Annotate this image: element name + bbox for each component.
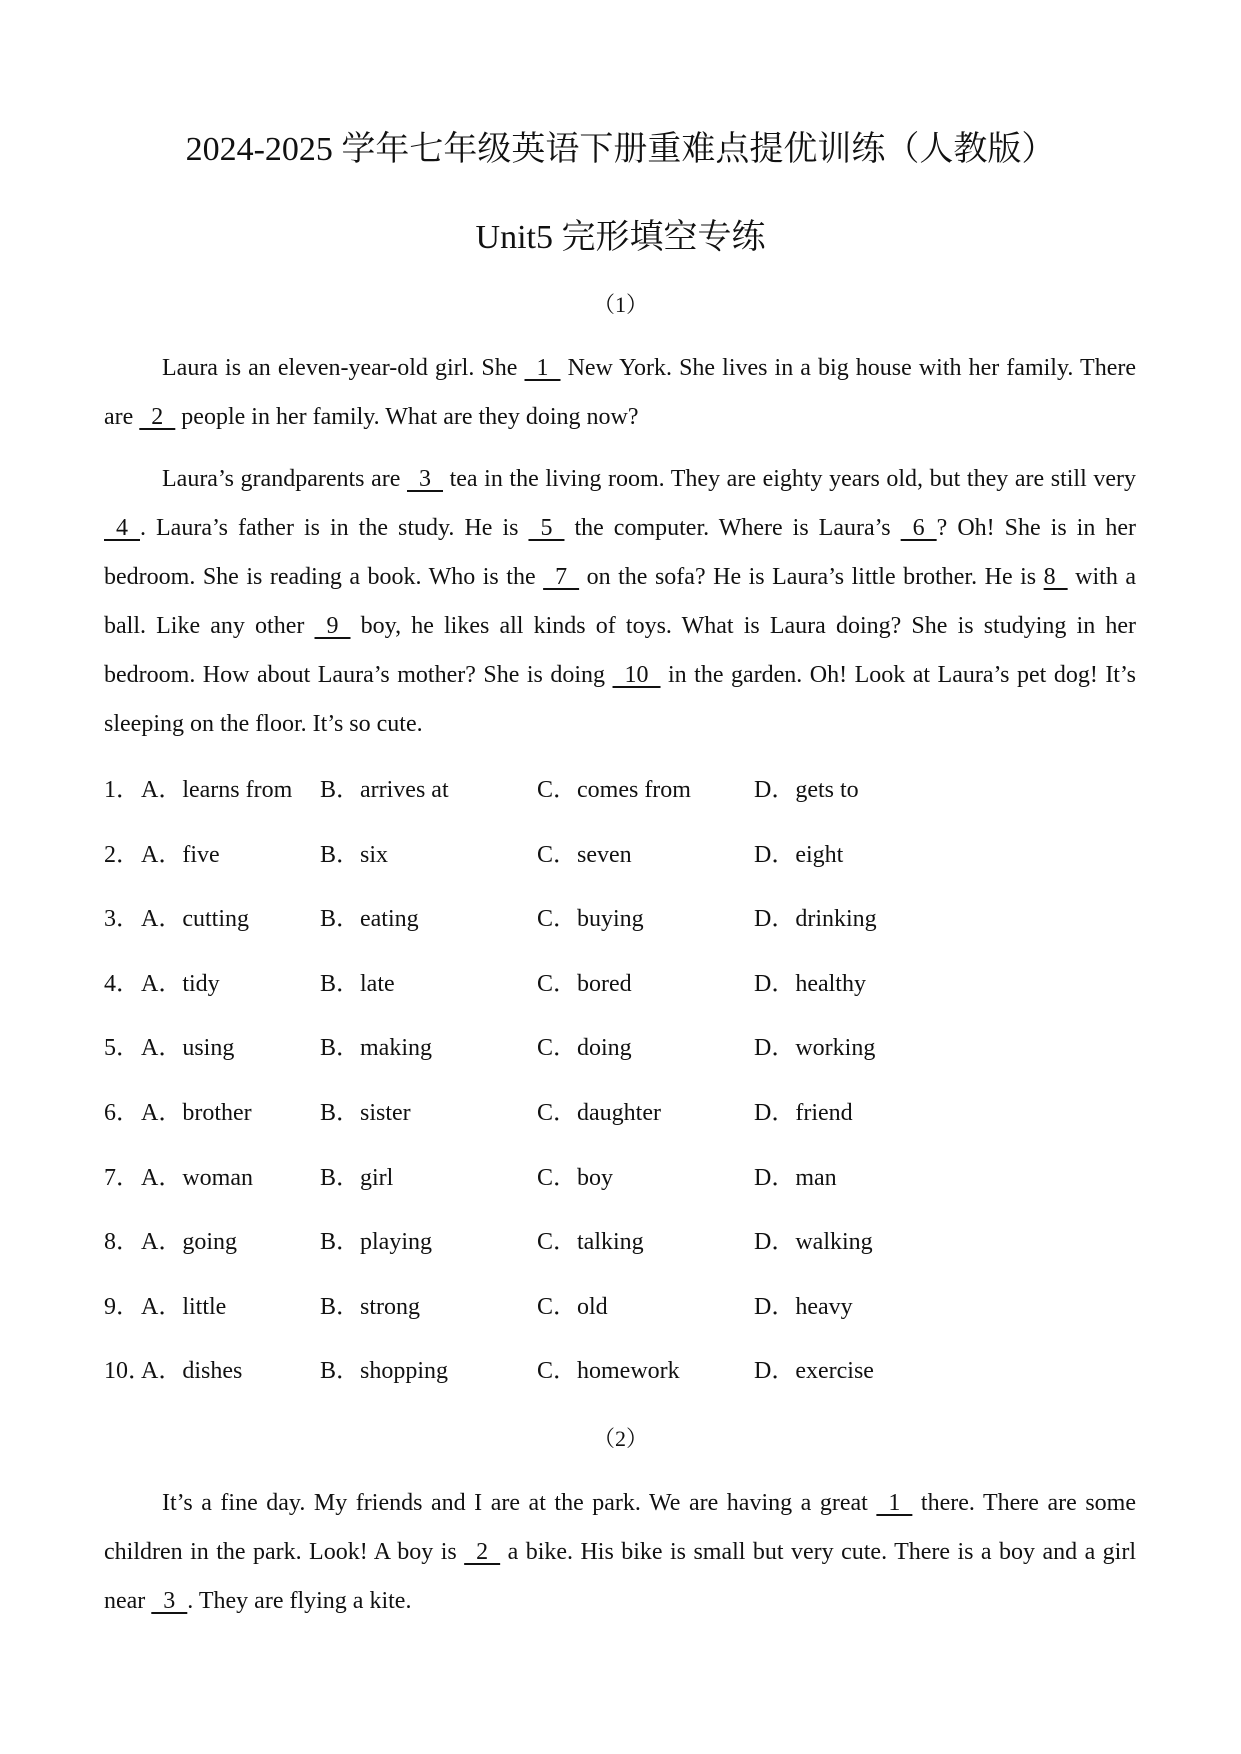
blank-8: 8 xyxy=(1043,564,1068,590)
question-number: 10． xyxy=(104,1358,152,1385)
option-b: B．sister xyxy=(320,1099,411,1126)
passage-text: the computer. Where is Laura’s xyxy=(564,515,901,541)
blank-1: 1 xyxy=(876,1490,913,1516)
option-b: B．arrives at xyxy=(320,777,449,803)
option-d: D．eight xyxy=(754,841,844,868)
option-c: C．buying xyxy=(537,906,644,933)
passage-text: with a ball. Like any other xyxy=(104,564,1136,639)
section-2-paragraph-1 xyxy=(104,1479,1136,1626)
worksheet-title: 2024-2025 学年七年级英语下册重难点提优训练（人教版） xyxy=(185,131,1056,168)
option-row xyxy=(104,1093,1136,1158)
question-number: 8． xyxy=(104,1229,140,1256)
option-a: A．cutting xyxy=(141,906,249,933)
blank-2: 2 xyxy=(464,1539,501,1565)
option-row xyxy=(104,835,1136,900)
option-row xyxy=(104,964,1136,1029)
option-b: B．girl xyxy=(320,1164,394,1191)
option-a: A．little xyxy=(141,1293,227,1320)
passage-text: . Laura’s father is in the study. He is xyxy=(140,515,529,541)
passage-text: tea in the living room. They are eighty years old, but they are still very xyxy=(443,466,1136,492)
section-2-label: （2） xyxy=(592,1426,648,1451)
passage-text: on the sofa? He is Laura’s little brother. He is xyxy=(579,564,1044,590)
blank-3: 3 xyxy=(151,1588,188,1614)
passage-text: New York. She lives in a big house with her family. There are xyxy=(104,355,1136,430)
passage-text: people in her family. What are they doing now? xyxy=(175,404,639,430)
blank-4: 4 xyxy=(104,515,140,541)
passage-text: a bike. His bike is small but very cute. There is a boy and a girl near xyxy=(104,1539,1136,1614)
passage-text: boy, he likes all kinds of toys. What is Laura doing? She is studying in her bedroom. How about Laura’s mother? She is doing xyxy=(104,613,1136,688)
blank-6: 6 xyxy=(900,515,937,541)
section-1-paragraph-2 xyxy=(104,455,1136,749)
passage-text: . They are flying a kite. xyxy=(187,1588,412,1614)
option-b: B．shopping xyxy=(320,1358,449,1385)
blank-1: 1 xyxy=(524,355,561,381)
option-a: A．tidy xyxy=(141,970,220,997)
blank-3: 3 xyxy=(407,466,443,492)
option-b: B．late xyxy=(320,970,395,997)
question-number: 5． xyxy=(104,1035,140,1062)
blank-9: 9 xyxy=(314,613,351,639)
option-a: A．brother xyxy=(141,1099,252,1126)
option-c: C．bored xyxy=(537,970,632,997)
option-row xyxy=(104,1287,1136,1352)
option-d: D．man xyxy=(754,1164,837,1191)
question-number: 1． xyxy=(104,777,140,803)
option-d: D．exercise xyxy=(754,1358,874,1385)
section-1-label: （1） xyxy=(592,292,648,317)
option-d: D．working xyxy=(754,1035,876,1062)
option-c: C．seven xyxy=(537,841,632,868)
passage-text: there. There are some children in the park. Look! A boy is xyxy=(104,1490,1136,1565)
blank-10: 10 xyxy=(612,662,661,688)
option-row xyxy=(104,770,1136,835)
question-number: 2． xyxy=(104,841,140,868)
option-a: A．five xyxy=(141,841,220,868)
option-row xyxy=(104,1028,1136,1093)
question-number: 3． xyxy=(104,906,140,933)
blank-5: 5 xyxy=(528,515,565,541)
option-c: C．daughter xyxy=(537,1099,661,1126)
option-b: B．strong xyxy=(320,1293,421,1320)
passage-text: Laura is an eleven-year-old girl. She xyxy=(162,355,525,381)
option-a: A．dishes xyxy=(141,1358,243,1385)
blank-2: 2 xyxy=(139,404,176,430)
section-1-paragraph-1 xyxy=(104,344,1136,442)
option-c: C．talking xyxy=(537,1229,644,1256)
option-row xyxy=(104,1222,1136,1287)
question-number: 7． xyxy=(104,1164,140,1191)
question-number: 6． xyxy=(104,1099,140,1126)
option-c: C．boy xyxy=(537,1164,614,1191)
option-b: B．eating xyxy=(320,906,419,933)
option-d: D．friend xyxy=(754,1099,853,1126)
option-c: C．old xyxy=(537,1293,608,1320)
option-d: D．healthy xyxy=(754,970,866,997)
passage-text: Laura’s grandparents are xyxy=(162,466,407,492)
blank-7: 7 xyxy=(543,564,580,590)
passage-text: in the garden. Oh! Look at Laura’s pet dog! It’s sleeping on the floor. It’s so cute. xyxy=(104,662,1136,737)
option-b: B．six xyxy=(320,841,389,868)
question-number: 9． xyxy=(104,1293,140,1320)
option-c: C．comes from xyxy=(537,777,691,803)
option-c: C．homework xyxy=(537,1358,680,1385)
option-a: A．using xyxy=(141,1035,235,1062)
worksheet-subtitle: Unit5 完形填空专练 xyxy=(475,219,766,256)
question-number: 4． xyxy=(104,970,140,997)
section-1-options xyxy=(104,770,1136,1416)
option-a: A．woman xyxy=(141,1164,253,1191)
passage-text: It’s a fine day. My friends and I are at the park. We are having a great xyxy=(162,1490,877,1516)
passage-text: ? Oh! She is in her bedroom. She is reading a book. Who is the xyxy=(104,515,1137,590)
option-b: B．playing xyxy=(320,1229,432,1256)
option-row xyxy=(104,1351,1136,1416)
option-a: A．learns from xyxy=(141,777,293,803)
option-b: B．making xyxy=(320,1035,432,1062)
option-row xyxy=(104,1158,1136,1223)
option-d: D．heavy xyxy=(754,1293,853,1320)
option-d: D．gets to xyxy=(754,777,859,803)
option-d: D．walking xyxy=(754,1229,873,1256)
option-row xyxy=(104,899,1136,964)
option-d: D．drinking xyxy=(754,906,877,933)
option-c: C．doing xyxy=(537,1035,632,1062)
option-a: A．going xyxy=(141,1229,237,1256)
